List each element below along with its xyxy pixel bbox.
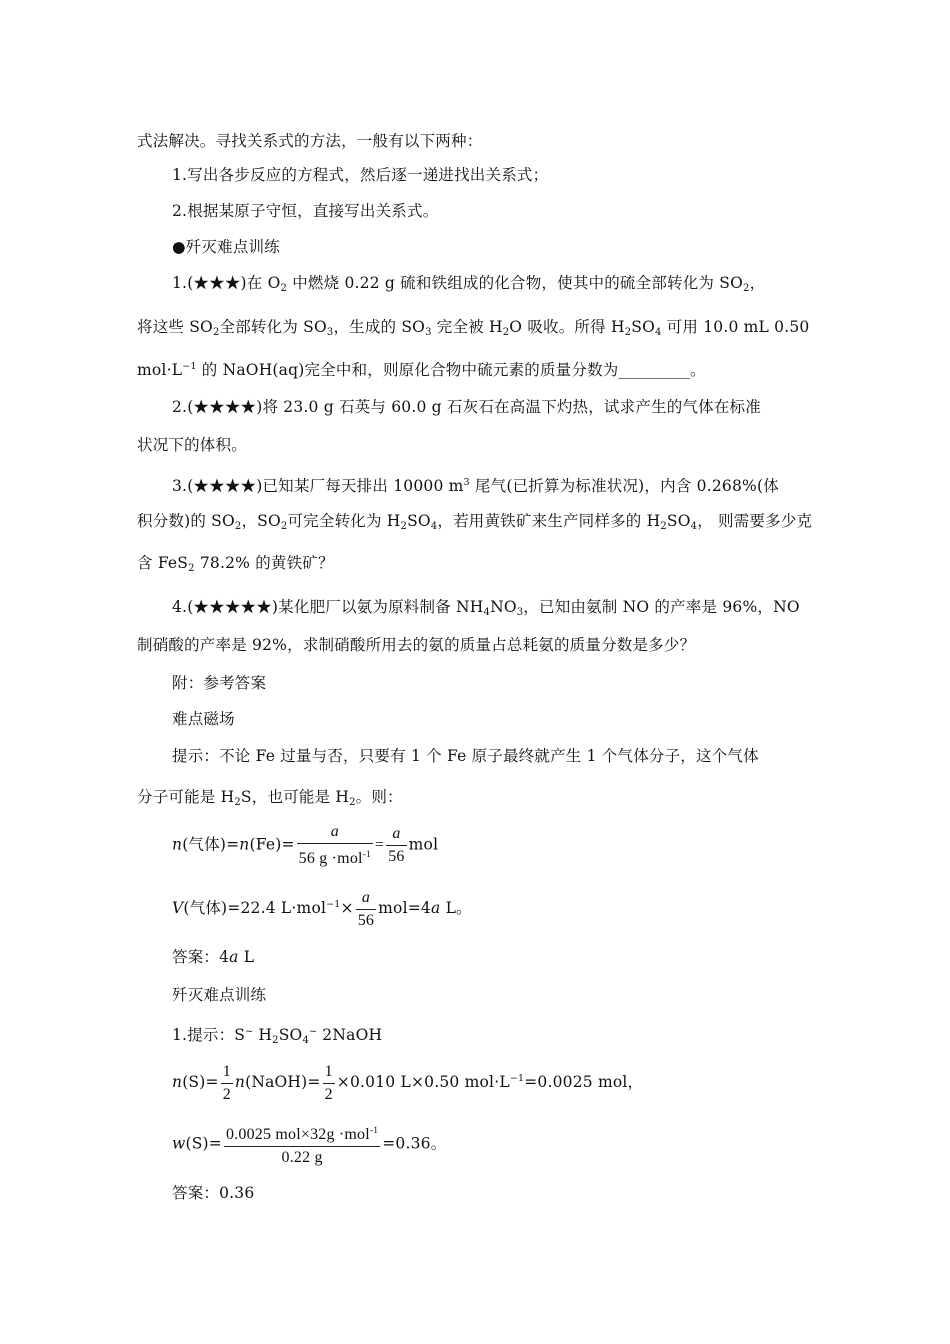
answer-1-hint: 1.提示：S~ $H_2SO_4^\sim$ 2NaOH <box>172 1026 383 1046</box>
equation-gas-moles: n(气体)=n(Fe)= $\frac{a}{56 g \cdot mol^{-1}}$ = $\frac{a}{56}$ mol <box>172 823 439 867</box>
section-training-heading: 歼灭难点训练 <box>172 986 267 1004</box>
intro-text: 式法解决。寻找关系式的方法，一般有以下两种： <box>137 132 483 150</box>
question-1-line-3: $mol\cdot L^{-1}$ 的 NaOH(aq)完全中和，则原化合物中硫元素的质量分数为_________。 <box>137 361 706 379</box>
fraction-a-over-56-g-mol: $\frac{a}{56 g \cdot mol^{-1}}$ <box>298 823 371 867</box>
fraction-one-half-a: $\frac{1}{2}$ <box>222 1062 231 1103</box>
question-3-line-1: 3.(★★★★)已知某厂每天排出 10000 $m^3$ 尾气(已折算为标准状况)，内含 0.268%(体 <box>172 477 779 495</box>
appendix-heading: 附：参考答案 <box>172 674 267 692</box>
question-4-line-2: 制硝酸的产率是 92%，求制硝酸所用去的氨的质量占总耗氨的质量分数是多少？ <box>137 636 696 654</box>
equation-gas-volume: V(气体)=22.4 L·mol$^{-1}$× $\frac{a}{56}$ mol=4a L。 <box>172 888 472 929</box>
fraction-a-over-56-volume: $\frac{a}{56}$ <box>357 888 375 929</box>
training-heading: ●歼灭难点训练 <box>172 238 280 256</box>
question-2-line-1: 2.(★★★★)将 23.0 g 石英与 60.0 g 石灰石在高温下灼热，试求产生的气体在标准 <box>172 398 761 416</box>
question-3-line-3: 含 FeS$_2$ 78.2% 的黄铁矿？ <box>137 554 334 574</box>
hint-line-1: 提示：不论 Fe 过量与否，只要有 1 个 Fe 原子最终就产生 1 个气体分子，这个气体 <box>172 747 759 765</box>
question-1-line-2: 将这些 $SO_2$全部转化为 $SO_3$，生成的 $SO_3$ 完全被 $H_2O$ 吸收。所得 $H_2SO_4$ 可用 10.0 mL 0.50 <box>137 318 810 338</box>
question-3-line-2: 积分数)的 $SO_2$，$SO_2$可完全转化为 $H_2SO_4$，若用黄铁矿来生产同样多的 $H_2SO_4$， 则需要多少克 <box>137 512 813 532</box>
hint-line-2: 分子可能是 $H_2S$，也可能是 $H_2$。则： <box>137 788 403 808</box>
fraction-sulfur-mass: $\frac{0.0025 mol\times 32g \cdot mol^{-1}}{0.22 g}$ <box>224 1121 380 1168</box>
method-2: 2.根据某原子守恒，直接写出关系式。 <box>172 202 439 220</box>
question-4-line-1: 4.(★★★★★)某化肥厂以氨为原料制备 $NH_4NO_3$，已知由氨制 NO 的产率是 96%，NO <box>172 598 800 618</box>
fraction-one-half-b: $\frac{1}{2}$ <box>324 1062 333 1103</box>
answer-magnet: 答案：4a L <box>172 948 255 966</box>
section-magnet-heading: 难点磁场 <box>172 710 235 728</box>
fraction-a-over-56: $\frac{a}{56}$ <box>388 825 405 865</box>
equation-sulfur-moles: n(S)= $\frac{1}{2}$ n(NaOH)= $\frac{1}{2}$ ×0.010 L×0.50 $mol\cdot L^{-1}=0.0025$ mol， <box>172 1062 644 1103</box>
answer-training-1: 答案：0.36 <box>172 1184 255 1202</box>
question-1-line-1: 1.(★★★)在 $O_2$ 中燃烧 0.22 g 硫和铁组成的化合物，使其中的硫全部转化为 $SO_2$， <box>172 274 766 294</box>
equation-sulfur-mass-fraction: w(S)= $\frac{0.0025 mol\times 32g \cdot mol^{-1}}{0.22 g}$ =0.36。 <box>172 1121 852 1169</box>
question-2-line-2: 状况下的体积。 <box>137 436 247 454</box>
method-1: 1.写出各步反应的方程式，然后逐一递进找出关系式； <box>172 166 549 184</box>
